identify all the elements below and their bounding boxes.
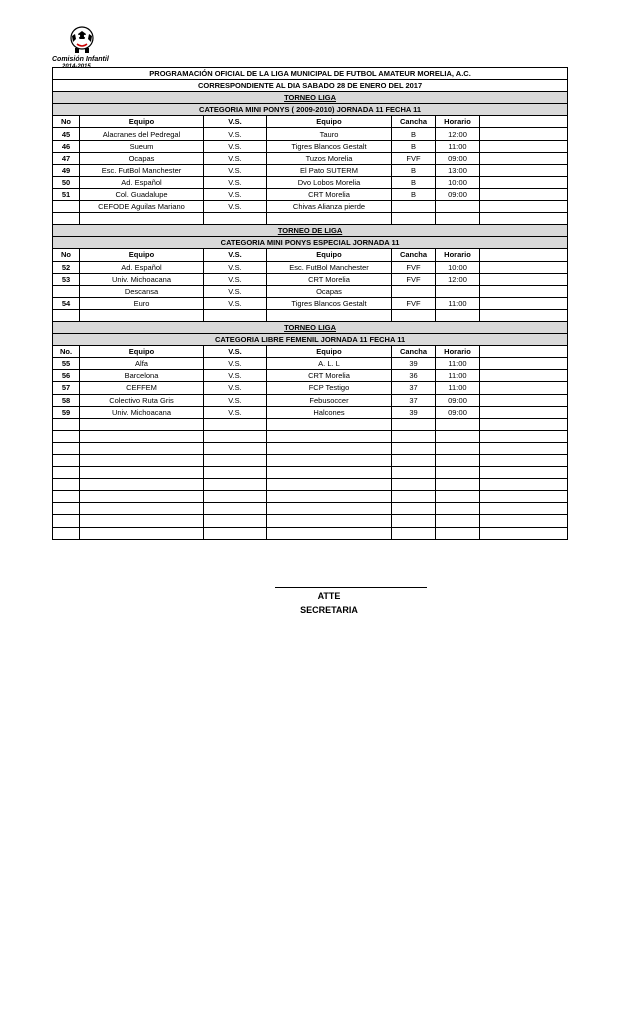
empty-cell (267, 418, 392, 430)
empty-cell (267, 309, 392, 321)
match-number: 47 (53, 152, 80, 164)
empty-cell (480, 176, 568, 188)
empty-cell (480, 128, 568, 140)
away-team: Esc. FutBol Manchester (267, 261, 392, 273)
home-team: Univ. Michoacana (80, 406, 204, 418)
torneo-heading: TORNEO LIGA (284, 323, 337, 333)
logo-title: Comisión Infantil (52, 56, 109, 63)
home-team: Colectivo Ruta Gris (80, 394, 204, 406)
match-row (53, 273, 568, 285)
empty-cell (480, 418, 568, 430)
schedule-body (53, 68, 568, 540)
blank-row (53, 479, 568, 491)
empty-cell (480, 164, 568, 176)
empty-cell (53, 455, 80, 467)
document-title: PROGRAMACIÓN OFICIAL DE LA LIGA MUNICIPAL DE FUTBOL AMATEUR MORELIA, A.C. (53, 68, 568, 80)
away-team: CRT Morelia (267, 273, 392, 285)
column-header: Horario (436, 249, 480, 261)
vs-label: V.S. (204, 358, 267, 370)
empty-cell (204, 455, 267, 467)
empty-cell (480, 116, 568, 128)
section-categoria-row (53, 104, 568, 116)
away-team: Febusoccer (267, 394, 392, 406)
league-logo (52, 24, 120, 70)
empty-cell (267, 442, 392, 454)
match-time: 11:00 (436, 140, 480, 152)
column-header: Equipo (80, 346, 204, 358)
secretaria-label: SECRETARIA (300, 605, 358, 615)
match-time: 11:00 (436, 297, 480, 309)
blank-row (53, 515, 568, 527)
match-number: 55 (53, 358, 80, 370)
empty-cell (436, 430, 480, 442)
match-number: 53 (53, 273, 80, 285)
empty-cell (480, 201, 568, 213)
home-team: Esc. FutBol Manchester (80, 164, 204, 176)
away-team: Tauro (267, 128, 392, 140)
empty-cell (436, 503, 480, 515)
empty-cell (480, 515, 568, 527)
empty-cell (436, 491, 480, 503)
field: 39 (392, 406, 436, 418)
match-number: 51 (53, 188, 80, 200)
vs-label: V.S. (204, 406, 267, 418)
section-categoria-row (53, 334, 568, 346)
empty-cell (392, 442, 436, 454)
match-time: 11:00 (436, 382, 480, 394)
logo-years: 2014-2015 (62, 64, 91, 70)
field: FVF (392, 261, 436, 273)
match-row (53, 370, 568, 382)
match-time (436, 201, 480, 213)
blank-row (53, 467, 568, 479)
away-team: CRT Morelia (267, 188, 392, 200)
empty-cell (80, 467, 204, 479)
empty-cell (53, 515, 80, 527)
match-row (53, 128, 568, 140)
empty-cell (204, 467, 267, 479)
away-team: Tuzos Morelia (267, 152, 392, 164)
away-team: Dvo Lobos Morelia (267, 176, 392, 188)
empty-cell (80, 442, 204, 454)
section-torneo-row (53, 321, 568, 333)
categoria-heading: CATEGORIA LIBRE FEMENIL JORNADA 11 FECHA 11 (53, 334, 568, 346)
home-team: Descansa (80, 285, 204, 297)
signature-line (275, 587, 427, 588)
empty-cell (480, 309, 568, 321)
empty-cell (53, 309, 80, 321)
match-row (53, 285, 568, 297)
home-team: CEFFEM (80, 382, 204, 394)
match-number: 52 (53, 261, 80, 273)
match-time (436, 285, 480, 297)
empty-cell (267, 455, 392, 467)
match-time: 09:00 (436, 188, 480, 200)
empty-cell (480, 285, 568, 297)
empty-cell (436, 309, 480, 321)
soccer-ball-mascot-icon (65, 24, 99, 56)
field: B (392, 140, 436, 152)
empty-cell (267, 503, 392, 515)
vs-label: V.S. (204, 297, 267, 309)
vs-label: V.S. (204, 261, 267, 273)
empty-cell (392, 309, 436, 321)
match-number (53, 201, 80, 213)
empty-cell (267, 467, 392, 479)
empty-cell (480, 370, 568, 382)
empty-cell (480, 491, 568, 503)
empty-cell (480, 152, 568, 164)
empty-cell (480, 297, 568, 309)
section-torneo-row (53, 92, 568, 104)
empty-cell (480, 188, 568, 200)
empty-cell (204, 527, 267, 539)
empty-cell (80, 527, 204, 539)
match-time: 09:00 (436, 152, 480, 164)
blank-row (53, 503, 568, 515)
column-header: No (53, 116, 80, 128)
blank-row (53, 527, 568, 539)
home-team: Barcelona (80, 370, 204, 382)
empty-cell (80, 503, 204, 515)
empty-cell (392, 503, 436, 515)
column-header: Cancha (392, 346, 436, 358)
column-header: Equipo (267, 116, 392, 128)
column-header: Equipo (80, 116, 204, 128)
empty-cell (480, 358, 568, 370)
away-team: El Pato SUTERM (267, 164, 392, 176)
empty-cell (53, 442, 80, 454)
blank-row (53, 491, 568, 503)
vs-label: V.S. (204, 188, 267, 200)
empty-cell (204, 491, 267, 503)
column-header: No. (53, 346, 80, 358)
empty-cell (80, 515, 204, 527)
empty-cell (392, 467, 436, 479)
vs-label: V.S. (204, 128, 267, 140)
vs-label: V.S. (204, 285, 267, 297)
column-header-row (53, 249, 568, 261)
match-number: 56 (53, 370, 80, 382)
empty-cell (53, 213, 80, 225)
empty-cell (53, 418, 80, 430)
match-number: 58 (53, 394, 80, 406)
vs-label: V.S. (204, 201, 267, 213)
empty-cell (392, 213, 436, 225)
away-team: Chivas Alianza pierde (267, 201, 392, 213)
section-torneo-row (53, 225, 568, 237)
home-team: CEFODE Aguilas Mariano (80, 201, 204, 213)
vs-label: V.S. (204, 152, 267, 164)
vs-label: V.S. (204, 176, 267, 188)
match-time: 10:00 (436, 261, 480, 273)
empty-cell (53, 503, 80, 515)
empty-cell (204, 515, 267, 527)
match-row (53, 188, 568, 200)
empty-cell (392, 491, 436, 503)
field: 37 (392, 394, 436, 406)
subtitle-row (53, 80, 568, 92)
field (392, 201, 436, 213)
empty-cell (436, 418, 480, 430)
empty-cell (392, 418, 436, 430)
match-number: 50 (53, 176, 80, 188)
empty-cell (480, 455, 568, 467)
title-row (53, 68, 568, 80)
field: B (392, 128, 436, 140)
document-subtitle: CORRESPONDIENTE AL DIA SABADO 28 DE ENERO DEL 2017 (53, 80, 568, 92)
torneo-heading: TORNEO LIGA (284, 93, 337, 103)
home-team: Col. Guadalupe (80, 188, 204, 200)
empty-cell (267, 515, 392, 527)
home-team: Euro (80, 297, 204, 309)
column-header: V.S. (204, 249, 267, 261)
match-row (53, 394, 568, 406)
empty-cell (80, 491, 204, 503)
empty-cell (480, 394, 568, 406)
column-header: Equipo (80, 249, 204, 261)
match-row (53, 382, 568, 394)
field: FVF (392, 273, 436, 285)
empty-cell (480, 261, 568, 273)
column-header: Equipo (267, 249, 392, 261)
match-time: 13:00 (436, 164, 480, 176)
match-row (53, 297, 568, 309)
empty-cell (480, 346, 568, 358)
empty-cell (53, 479, 80, 491)
match-number: 46 (53, 140, 80, 152)
vs-label: V.S. (204, 370, 267, 382)
home-team: Univ. Michoacana (80, 273, 204, 285)
match-row (53, 261, 568, 273)
empty-cell (267, 527, 392, 539)
empty-cell (80, 213, 204, 225)
field (392, 285, 436, 297)
home-team: Alacranes del Pedregal (80, 128, 204, 140)
field: B (392, 176, 436, 188)
match-time: 09:00 (436, 406, 480, 418)
empty-cell (392, 479, 436, 491)
schedule-table (52, 67, 568, 540)
match-time: 10:00 (436, 176, 480, 188)
match-time: 12:00 (436, 273, 480, 285)
empty-cell (436, 527, 480, 539)
empty-cell (480, 140, 568, 152)
empty-cell (53, 491, 80, 503)
match-row (53, 201, 568, 213)
empty-cell (204, 442, 267, 454)
empty-cell (436, 455, 480, 467)
column-header: V.S. (204, 346, 267, 358)
empty-cell (436, 515, 480, 527)
column-header: V.S. (204, 116, 267, 128)
match-time: 09:00 (436, 394, 480, 406)
empty-cell (436, 467, 480, 479)
column-header-row (53, 346, 568, 358)
empty-cell (392, 455, 436, 467)
empty-cell (436, 479, 480, 491)
match-number: 45 (53, 128, 80, 140)
empty-cell (480, 382, 568, 394)
blank-row (53, 418, 568, 430)
match-row (53, 406, 568, 418)
empty-cell (480, 503, 568, 515)
match-time: 12:00 (436, 128, 480, 140)
field: 36 (392, 370, 436, 382)
column-header: No (53, 249, 80, 261)
match-number: 57 (53, 382, 80, 394)
empty-cell (267, 213, 392, 225)
match-number: 49 (53, 164, 80, 176)
blank-row (53, 309, 568, 321)
empty-cell (267, 430, 392, 442)
column-header: Cancha (392, 116, 436, 128)
home-team: Ad. Español (80, 176, 204, 188)
empty-cell (204, 479, 267, 491)
match-time: 11:00 (436, 358, 480, 370)
empty-cell (480, 213, 568, 225)
blank-row (53, 213, 568, 225)
empty-cell (480, 527, 568, 539)
match-row (53, 164, 568, 176)
match-number (53, 285, 80, 297)
torneo-heading: TORNEO DE LIGA (277, 226, 343, 236)
empty-cell (80, 455, 204, 467)
empty-cell (480, 467, 568, 479)
empty-cell (267, 491, 392, 503)
empty-cell (204, 503, 267, 515)
empty-cell (480, 430, 568, 442)
column-header: Cancha (392, 249, 436, 261)
field: B (392, 164, 436, 176)
column-header: Equipo (267, 346, 392, 358)
field: 39 (392, 358, 436, 370)
empty-cell (204, 430, 267, 442)
empty-cell (267, 479, 392, 491)
empty-cell (204, 213, 267, 225)
empty-cell (204, 309, 267, 321)
column-header: Horario (436, 116, 480, 128)
match-row (53, 358, 568, 370)
field: FVF (392, 152, 436, 164)
empty-cell (53, 467, 80, 479)
empty-cell (392, 515, 436, 527)
vs-label: V.S. (204, 164, 267, 176)
empty-cell (80, 418, 204, 430)
empty-cell (436, 213, 480, 225)
empty-cell (480, 249, 568, 261)
away-team: Halcones (267, 406, 392, 418)
blank-row (53, 442, 568, 454)
categoria-heading: CATEGORIA MINI PONYS ESPECIAL JORNADA 11 (53, 237, 568, 249)
column-header: Horario (436, 346, 480, 358)
field: 37 (392, 382, 436, 394)
empty-cell (392, 430, 436, 442)
away-team: Tigres Blancos Gestalt (267, 297, 392, 309)
empty-cell (80, 309, 204, 321)
vs-label: V.S. (204, 140, 267, 152)
empty-cell (80, 430, 204, 442)
column-header-row (53, 116, 568, 128)
home-team: Alfa (80, 358, 204, 370)
field: FVF (392, 297, 436, 309)
empty-cell (204, 418, 267, 430)
vs-label: V.S. (204, 394, 267, 406)
categoria-heading: CATEGORIA MINI PONYS ( 2009-2010) JORNADA 11 FECHA 11 (53, 104, 568, 116)
match-time: 11:00 (436, 370, 480, 382)
empty-cell (53, 527, 80, 539)
match-number: 54 (53, 297, 80, 309)
empty-cell (436, 442, 480, 454)
section-categoria-row (53, 237, 568, 249)
match-row (53, 152, 568, 164)
home-team: Ad. Español (80, 261, 204, 273)
empty-cell (480, 273, 568, 285)
blank-row (53, 455, 568, 467)
vs-label: V.S. (204, 273, 267, 285)
vs-label: V.S. (204, 382, 267, 394)
empty-cell (480, 406, 568, 418)
match-row (53, 176, 568, 188)
empty-cell (80, 479, 204, 491)
blank-row (53, 430, 568, 442)
home-team: Sueum (80, 140, 204, 152)
match-number: 59 (53, 406, 80, 418)
away-team: Tigres Blancos Gestalt (267, 140, 392, 152)
atte-label: ATTE (317, 591, 341, 601)
away-team: Ocapas (267, 285, 392, 297)
field: B (392, 188, 436, 200)
away-team: FCP Testigo (267, 382, 392, 394)
empty-cell (480, 479, 568, 491)
away-team: CRT Morelia (267, 370, 392, 382)
away-team: A. L. L (267, 358, 392, 370)
empty-cell (53, 430, 80, 442)
home-team: Ocapas (80, 152, 204, 164)
match-row (53, 140, 568, 152)
empty-cell (480, 442, 568, 454)
empty-cell (392, 527, 436, 539)
